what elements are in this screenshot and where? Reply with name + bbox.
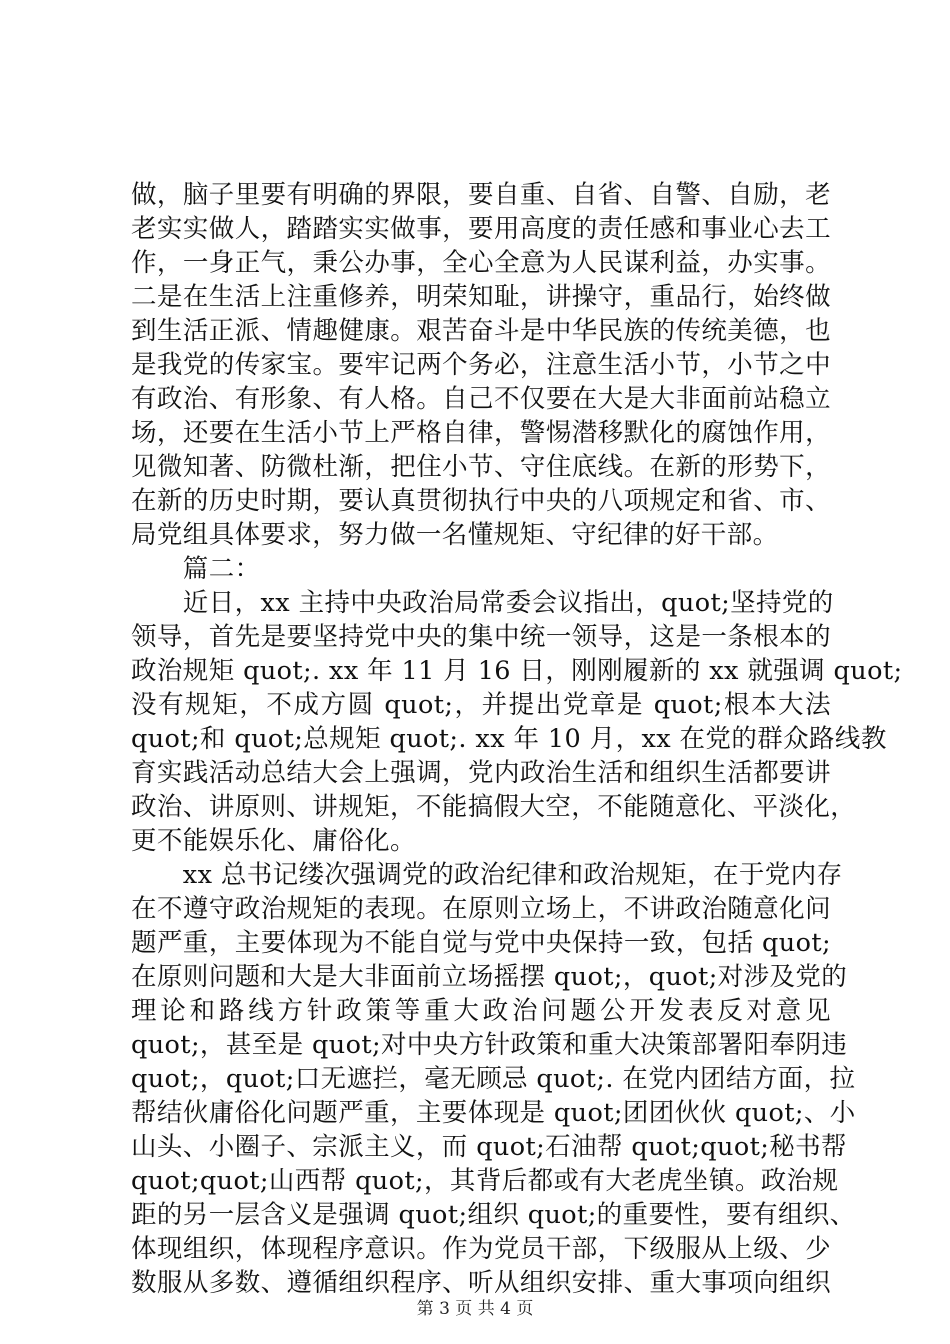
body-line: 局党组具体要求，努力做一名懂规矩、守纪律的好干部。: [131, 520, 779, 550]
body-line: 政治规矩 quot;. xx 年 11 月 16 日，刚刚履新的 xx 就强调 quot;: [131, 656, 903, 686]
body-line: 领导，首先是要坚持党中央的集中统一领导，这是一条根本的: [131, 622, 831, 652]
body-line: quot;，甚至是 quot;对中央方针政策和重大决策部署阳奉阴违: [131, 1030, 848, 1060]
body-line: 育实践活动总结大会上强调，党内政治生活和组织生活都要讲: [131, 758, 831, 788]
page-footer: [0, 1294, 950, 1319]
body-line: 政治、讲原则、讲规矩，不能搞假大空，不能随意化、平淡化，: [131, 792, 857, 822]
body-line: 做，脑子里要有明确的界限，要自重、自省、自警、自励，老: [131, 180, 831, 210]
body-line: 在不遵守政治规矩的表现。在原则立场上，不讲政治随意化问: [131, 894, 831, 924]
body-line: 场，还要在生活小节上严格自律，警惕潜移默化的腐蚀作用，: [131, 418, 831, 448]
body-line: 山头、小圈子、宗派主义，而 quot;石油帮 quot;quot;秘书帮: [131, 1132, 847, 1162]
body-line: quot;，quot;口无遮拦，毫无顾忌 quot;. 在党内团结方面，拉: [131, 1064, 856, 1094]
body-line: 没有规矩，不成方圆 quot;，并提出党章是 quot;根本大法: [131, 690, 831, 720]
body-line: 数服从多数、遵循组织程序、听从组织安排、重大事项向组织: [131, 1268, 831, 1298]
body-line: 在新的历史时期，要认真贯彻执行中央的八项规定和省、市、: [131, 486, 831, 516]
body-line: 体现组织，体现程序意识。作为党员干部，下级服从上级、少: [131, 1234, 831, 1264]
body-line: 二是在生活上注重修养，明荣知耻，讲操守，重品行，始终做: [131, 282, 831, 312]
body-line: 到生活正派、情趣健康。艰苦奋斗是中华民族的传统美德，也: [131, 316, 831, 346]
body-line: quot;quot;山西帮 quot;，其背后都或有大老虎坐镇。政治规: [131, 1166, 839, 1196]
body-line: 理论和路线方针政策等重大政治问题公开发表反对意见: [131, 996, 831, 1026]
body-line: 作，一身正气，秉公办事，全心全意为人民谋利益，办实事。: [131, 248, 831, 278]
section-heading: 篇二：: [131, 554, 261, 584]
body-line: xx 总书记缕次强调党的政治纪律和政治规矩，在于党内存: [131, 860, 843, 890]
document-body: [131, 178, 903, 1300]
body-line: 有政治、有形象、有人格。自己不仅要在大是大非面前站稳立: [131, 384, 831, 414]
page-number: 第 3 页 共 4 页: [416, 1299, 534, 1319]
body-line: 题严重，主要体现为不能自觉与党中央保持一致，包括 quot;: [131, 928, 831, 958]
body-line: 在原则问题和大是大非面前立场摇摆 quot;，quot;对涉及党的: [131, 962, 848, 992]
body-line: 近日，xx 主持中央政治局常委会议指出，quot;坚持党的: [131, 588, 834, 618]
body-line: 老实实做人，踏踏实实做事，要用高度的责任感和事业心去工: [131, 214, 831, 244]
body-line: 是我党的传家宝。要牢记两个务必，注意生活小节，小节之中: [131, 350, 831, 380]
body-line: 帮结伙庸俗化问题严重，主要体现是 quot;团团伙伙 quot;、小: [131, 1098, 856, 1128]
body-line: quot;和 quot;总规矩 quot;. xx 年 10 月，xx 在党的群众路线教: [131, 724, 887, 754]
body-line: 距的另一层含义是强调 quot;组织 quot;的重要性，要有组织、: [131, 1200, 856, 1230]
body-line: 更不能娱乐化、庸俗化。: [131, 826, 416, 856]
body-line: 见微知著、防微杜渐，把住小节、守住底线。在新的形势下，: [131, 452, 831, 482]
